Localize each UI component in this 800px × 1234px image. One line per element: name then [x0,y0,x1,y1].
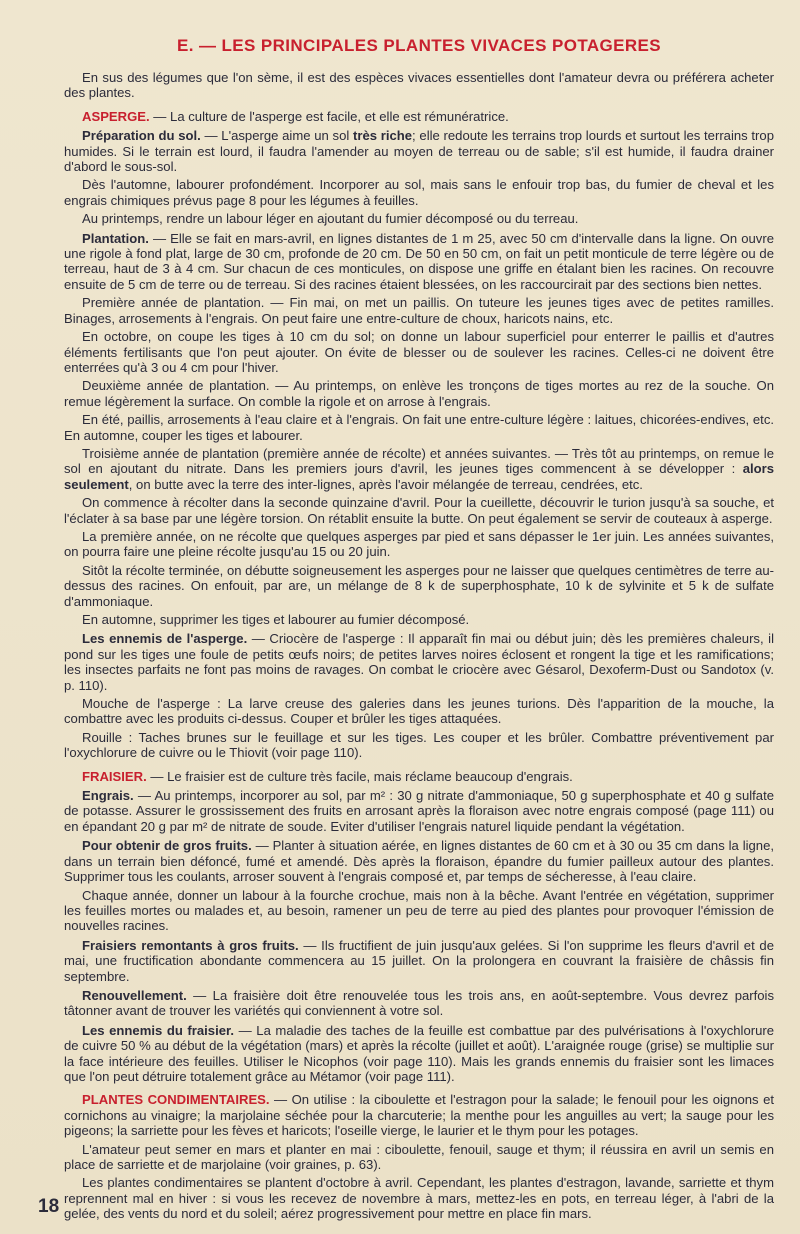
fraisier-heading-paragraph [64,769,774,784]
asperge-p3: Deuxième année de plantation. — Au printemps, on enlève les tronçons de tiges mortes au rez de la souche. On remue légèrement la surface. On comble la rigole et on arrose à l'engrais. [64,378,774,409]
enemies-text: — Criocère de l'asperge : Il apparaît fin mai ou début juin; dès les premières chaleurs, il pond sur les tiges une foule de petits œufs noirs; de petites larves noires éclosent et rongent la tige et les ramifications; les insectes parfaits ne font pas moins de ravages. On combat le criocère avec Gésarol, Dexoferm-Dust ou Sandotox (v. p. 110). [64,631,774,693]
gros-fruits-lead: Pour obtenir de gros fruits. [82,838,252,854]
asperge-rouille: Rouille : Taches brunes sur le feuillage et sur les tiges. Les couper et les brûler. Combattre préventivement par l'oxychlorure de cuivre ou le Thiovit (voir page 110). [64,729,774,761]
asperge-p9: En automne, supprimer les tiges et labourer au fumier décomposé. [82,612,470,627]
asperge-p7: La première année, on ne récolte que quelques asperges par pied et sans dépasser le 1er juin. Les années suivantes, on pourra faire une pleine récolte jusqu'au 15 ou 20 juin. [64,528,774,560]
p5-text-b: , on butte avec la terre des inter-lignes, après l'avoir mélangée de terreau, cendrées, etc. [128,476,643,492]
renouvellement-lead: Renouvellement. [82,987,187,1003]
asperge-p8: Sitôt la récolte terminée, on débutte soigneusement les asperges pour ne laisser que quelques centimètres de terre au-dessus des racines. On enfouit, par are, un mélange de 8 k de superphosphate, 10 k de sylvinite et 5 k de sulfate d'ammoniaque. [64,562,774,609]
fraisier-heading: FRAISIER. [82,768,147,784]
asperge-preparation-p2: Dès l'automne, labourer profondément. Incorporer au sol, mais sans le enfouir trop bas, du fumier de cheval et les engrais chimiques prévus page 8 pour les légumes à feuilles. [64,177,774,208]
asperge-preparation-p3: Au printemps, rendre un labour léger en ajoutant du fumier décomposé ou du terreau. [82,211,579,227]
asperge-p5 [64,446,774,492]
preparation-bold: très riche [353,128,413,144]
asperge-heading: ASPERGE. [82,108,150,124]
engrais-lead: Engrais. [82,788,134,804]
fraisier-ennemis [64,1023,774,1085]
asperge-enemies [64,631,774,693]
enemies-lead: Les ennemis de l'asperge. [82,631,248,647]
fraisier-ennemis-text: — La maladie des taches de la feuille est combattue par des pulvérisations à l'oxychlorure de cuivre 50 % au début de la végétation (mars) et après la récolte (juillet et août). L'araignée rouge (grise) se multiplie sur la face intérieure des feuilles. Utiliser le Nicophos (voir page 110). Mais les grands ennemis du fraisier sont les limaces que l'on peut détruire totalement grâce au Métamor (voir page 111). [64,1022,775,1084]
fraisier-heading-text: — Le fraisier est de culture très facile, mais réclame beaucoup d'engrais. [146,768,573,784]
remontants-text: — Ils fructifient de juin jusqu'aux gelées. Si l'on supprime les fleurs d'avril et de mai, une fructification abondante commencera au 15 juillet. On la prolongera en couvrant la fraisière de châssis fin septembre. [64,937,774,984]
page-number: 18 [38,1196,60,1217]
renouvellement-text: — La fraisière doit être renouvelée tous les trois ans, en août-septembre. Vous devrez parfois tâtonner avant de trouver les variétés qui conviennent à votre sol. [64,987,774,1019]
asperge-p6: On commence à récolter dans la seconde quinzaine d'avril. Pour la cueillette, découvrir le turion jusqu'à sa souche, et l'éclater à sa base par une légère torsion. On rétablit ensuite la butte. On peut également se servir de couteaux à asperge. [64,495,774,526]
page-title: E. — LES PRINCIPALES PLANTES VIVACES POTAGERES [176,36,662,55]
fraisier-gros-fruits [64,838,774,884]
gros-fruits-text: — Planter à situation aérée, en lignes distantes de 60 cm et à 30 ou 35 cm dans la ligne, dans un terrain bien défoncé, fumé et amendé. Dès après la floraison, épandre du fumier pailleux autour des plantes. Supprimer tous les coulants, arroser souvent à l'engrais composé et, par temps de sécheresse, à l'eau claire. [64,838,774,885]
asperge-preparation [64,128,774,174]
engrais-text: — Au printemps, incorporer au sol, par m² : 30 g nitrate d'ammoniaque, 50 g superphosphate et 40 g sulfate de potasse. Assurer le grossissement des fruits en arrosant après la floraison avec notre engrais composé (page 111) ou en épandant 20 g par m² de nitrate de soude. Eviter d'utiliser l'engrais naturel liquide pendant la végétation. [64,788,774,834]
condiments-heading-text: — On utilise : la ciboulette et l'estragon pour la salade; le fenouil pour les oignons et cornichons au vinaigre; la marjolaine séchée pour la charcuterie; la menthe pour les anguilles au vert; la sauge pour les pigeons; la sarriette pour les fèves et haricots; l'oseille vierge, le laurier et le thym pour les potages. [64,1092,775,1139]
asperge-p4: En été, paillis, arrosements à l'eau claire et à l'engrais. On fait une entre-culture légère : laitues, chicorées-endives, etc. En automne, couper les tiges et labourer. [64,412,774,443]
preparation-text-b: ; elle redoute les terrains trop lourds et surtout les terrains trop humides. Si le terrain est lourd, il faudra l'amender au moyen de terreau ou de sable; s'il est humide, il faudra drainer d'abord le sous-sol. [64,128,774,175]
asperge-heading-paragraph [64,109,774,124]
remontants-lead: Fraisiers remontants à gros fruits. [82,937,299,953]
intro-paragraph: En sus des légumes que l'on sème, il est des espèces vivaces essentielles dont l'amateur devra ou préférera acheter des plantes. [64,70,774,101]
condiments-heading-paragraph [64,1092,774,1138]
asperge-p1: Première année de plantation. — Fin mai, on met un paillis. On tuteure les jeunes tiges avec de petites ramilles. Binages, arrosements à l'engrais. On peut faire une entre-culture de choux, haricots nains, etc. [64,295,774,326]
fraisier-chaque-annee: Chaque année, donner un labour à la fourche crochue, mais non à la bêche. Avant l'entrée en végétation, supprimer les feuilles mortes ou malades et, au besoin, ramener un peu de terre au pied des plantes pour provoquer l'émission de nouvelles racines. [64,887,774,934]
condiments-heading: PLANTES CONDIMENTAIRES. [82,1092,270,1108]
asperge-plantation [64,231,774,293]
p5-text-a: Troisième année de plantation (première année de récolte) et années suivantes. — Très tôt au printemps, on remue le sol en ajoutant du nitrate. Dans les premiers jours d'avril, les jeunes tiges commencent à se développer : [64,445,774,477]
p5-bold: alors seulement [64,461,774,492]
asperge-heading-text: — La culture de l'asperge est facile, et elle est rémunératrice. [149,108,509,124]
preparation-text-a: — L'asperge aime un sol [200,128,353,144]
fraisier-engrais [64,788,774,834]
plantation-text: — Elle se fait en mars-avril, en lignes distantes de 1 m 25, avec 50 cm d'intervalle dans la ligne. On ouvre une rigole à fond plat, large de 30 cm, profonde de 20 cm. De 50 en 50 cm, on fait un petit monticule de terre légère ou de terreau, haut de 3 à 4 cm. Sur chacun de ces monticules, on dispose une griffe en étalant bien les racines. On recouvre ensuite de 5 cm de terre ou de terreau. Si des racines étaient blessées, on les raccourcirait par des sections bien nettes. [64,230,774,292]
fraisier-renouvellement [64,988,774,1019]
condiments-p1: L'amateur peut semer en mars et planter en mai : ciboulette, fenouil, sauge et thym; il réussira en avril un semis en place de sarriette et de marjolaine (voir graines, p. 63). [64,1141,774,1172]
fraisier-ennemis-lead: Les ennemis du fraisier. [82,1022,235,1038]
asperge-p2: En octobre, on coupe les tiges à 10 cm du sol; on donne un labour superficiel pour enterrer le paillis et d'autres éléments fertilisants que l'on peut ajouter. On évite de blesser ou de soulever les racines. Celles-ci ne doivent être enterrées qu'à 3 ou 4 cm pour l'hiver. [64,329,774,375]
fraisier-remontants [64,938,774,984]
preparation-lead: Préparation du sol. [82,128,201,144]
plantation-lead: Plantation. [82,230,149,246]
condiments-p2: Les plantes condimentaires se plantent d'octobre à avril. Cependant, les plantes d'estragon, lavande, sarriette et thym reprennent mal en hiver : si vous les recevez de novembre à mars, mettez-les en pots, en terreau léger, à l'abri de la gelée, des vents du nord et du soleil; aérez progressivement pour mettre en place fin mars. [64,1175,774,1222]
asperge-mouche: Mouche de l'asperge : La larve creuse des galeries dans les jeunes turions. Dès l'apparition de la mouche, la combattre avec les produits ci-dessus. Couper et brûler les tiges attaquées. [64,696,774,727]
